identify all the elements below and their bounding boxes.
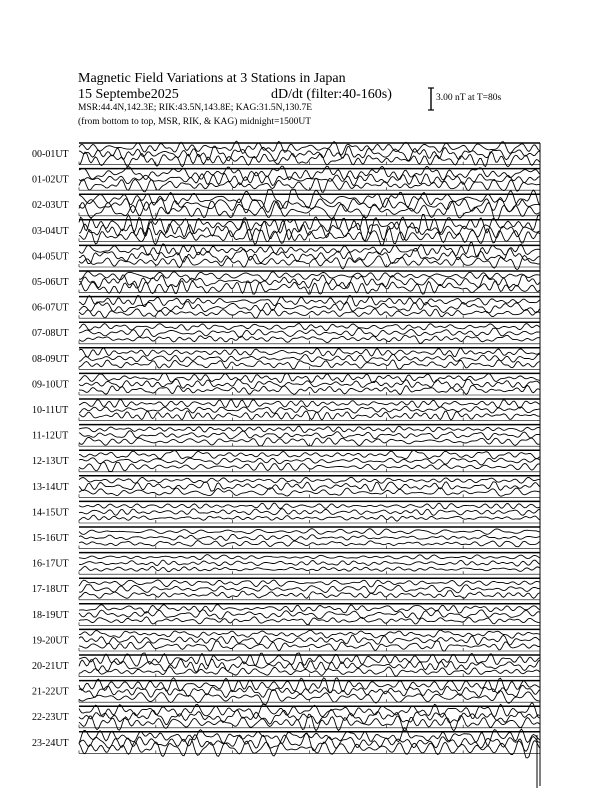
hour-label: 00-01UT	[32, 149, 69, 160]
trace-kag	[79, 189, 540, 208]
hour-label: 09-10UT	[32, 379, 69, 391]
hour-row	[32, 141, 540, 167]
trace-rik	[79, 249, 540, 264]
trace-kag	[79, 605, 540, 613]
hour-row	[32, 578, 540, 600]
trace-rik	[79, 431, 540, 440]
scale-bar-label: 3.00 nT at T=80s	[436, 93, 502, 103]
hour-label: 23-24UT	[32, 737, 69, 749]
station-coordinates: MSR:44.4N,142.3E; RIK:43.5N,143.8E; KAG:31.5N,130.7E	[78, 103, 313, 113]
hour-label: 17-18UT	[32, 584, 69, 596]
trace-msr	[79, 617, 540, 625]
trace-kag	[79, 503, 540, 509]
hour-label: 18-19UT	[32, 609, 69, 621]
hour-label: 21-22UT	[32, 686, 69, 698]
trace-rik	[79, 535, 540, 541]
hour-row	[32, 476, 540, 498]
hour-row	[32, 215, 540, 246]
trace-order-note: (from bottom to top, MSR, RIK, & KAG) midnight=1500UT	[78, 117, 312, 127]
hour-label: 19-20UT	[32, 635, 69, 647]
trace-kag	[79, 426, 540, 432]
hour-label: 12-13UT	[32, 456, 69, 468]
hour-label: 20-21UT	[32, 661, 69, 672]
trace-kag	[79, 400, 540, 409]
trace-rik	[79, 509, 540, 516]
hour-row	[32, 653, 540, 677]
hour-rows	[32, 141, 540, 788]
trace-rik	[79, 328, 540, 337]
trace-rik	[79, 302, 540, 313]
trace-rik	[79, 709, 540, 724]
scale-bar	[428, 88, 434, 110]
trace-rik	[79, 585, 540, 593]
trace-rik	[79, 482, 540, 491]
hour-label: 03-04UT	[32, 225, 69, 237]
hour-label: 10-11UT	[32, 405, 69, 416]
hour-row	[32, 189, 540, 220]
hour-label: 22-23UT	[32, 712, 69, 724]
hour-row	[32, 322, 540, 344]
trace-kag	[79, 272, 540, 281]
trace-rik	[79, 458, 540, 465]
trace-kag	[79, 477, 540, 483]
chart-date: 15 Septembe2025	[78, 87, 179, 102]
hour-label: 13-14UT	[32, 481, 69, 493]
hour-label: 07-08UT	[32, 328, 69, 340]
hour-row	[32, 553, 540, 575]
hour-row	[32, 243, 540, 270]
hour-row	[32, 425, 540, 447]
hour-row	[32, 527, 540, 549]
trace-kag	[79, 555, 540, 560]
trace-kag	[79, 580, 540, 587]
hour-row	[32, 703, 540, 731]
hour-label: 14-15UT	[32, 507, 69, 519]
hour-label: 05-06UT	[32, 277, 69, 288]
trace-rik	[79, 560, 540, 566]
trace-rik	[79, 172, 540, 185]
trace-kag	[79, 703, 540, 719]
trace-rik	[79, 221, 540, 241]
hour-row	[32, 604, 540, 626]
hour-label: 01-02UT	[32, 174, 69, 186]
hour-row	[32, 166, 540, 192]
hour-row	[32, 450, 540, 472]
trace-kag	[79, 348, 540, 357]
hour-row	[32, 373, 540, 395]
trace-msr	[79, 255, 540, 269]
hour-row	[32, 629, 540, 651]
trace-rik	[79, 146, 540, 161]
hour-label: 15-16UT	[32, 533, 69, 544]
hour-label: 06-07UT	[32, 302, 69, 314]
hour-row	[32, 296, 540, 319]
trace-rik	[79, 685, 540, 697]
hour-row	[32, 728, 540, 758]
hour-label: 11-12UT	[32, 430, 69, 442]
hour-row	[32, 678, 540, 705]
trace-kag	[79, 450, 540, 459]
trace-msr	[79, 566, 540, 571]
hour-row	[32, 271, 540, 294]
hour-label: 08-09UT	[32, 353, 69, 365]
hour-label: 04-05UT	[32, 251, 69, 263]
hour-row	[32, 399, 540, 421]
hour-label: 02-03UT	[32, 200, 69, 212]
trace-rik	[79, 635, 540, 645]
hour-label: 16-17UT	[32, 558, 69, 570]
chart-quantity: dD/dt (filter:40-160s)	[271, 87, 392, 102]
chart-title: Magnetic Field Variations at 3 Stations in Japan	[78, 71, 346, 86]
hour-row	[32, 501, 540, 523]
hour-row	[32, 348, 540, 370]
spike-trace	[537, 735, 540, 788]
trace-kag	[79, 529, 540, 535]
